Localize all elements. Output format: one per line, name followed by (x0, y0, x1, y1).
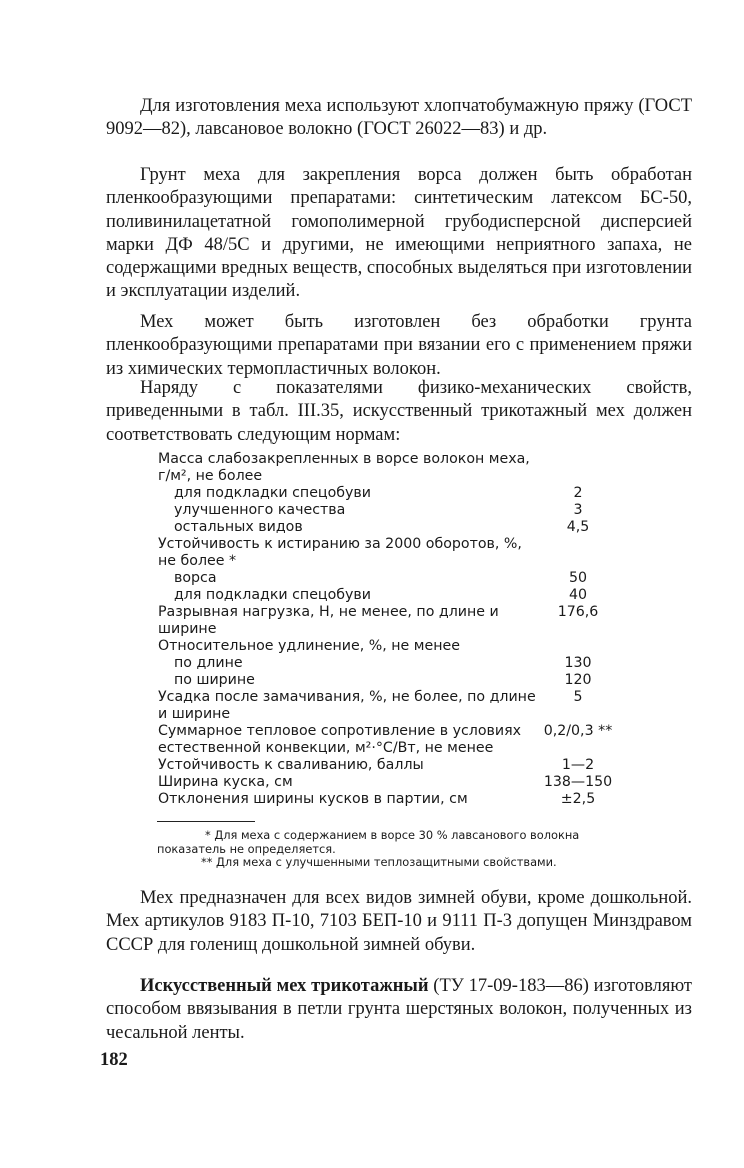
spec-label: Устойчивость к истиранию за 2000 оборотов, %, не более * (158, 536, 522, 569)
paragraph-purpose: Мех предназначен для всех видов зимней обуви, кроме дошкольной. Мех артикулов 9183 П-10, 7103 БЕП-10 и 9111 П-3 допущен Минздравом СССР для голенищ дошкольной зимней обуви. (106, 888, 692, 955)
spec-row (158, 723, 640, 757)
spec-label: Устойчивость к сваливанию, баллы (158, 757, 424, 773)
spec-row (158, 655, 640, 672)
spec-value: 5 (573, 689, 583, 705)
spec-label: Суммарное тепловое сопротивление в условиях естественной конвекции, м²·°С/Вт, не менее (158, 723, 522, 756)
spec-label: Относительное удлинение, %, не менее (158, 638, 460, 654)
spec-value: ±2,5 (560, 791, 596, 807)
footnote-divider (157, 821, 255, 822)
spec-label: для подкладки спецобуви (174, 485, 371, 501)
spec-row (158, 604, 640, 638)
paragraph-norms-intro: Наряду с показателями физико-механических свойств, приведенными в табл. III.35, искусственный трикотажный мех должен соответствовать следующим нормам: (106, 378, 692, 445)
page-number: 182 (100, 1050, 128, 1070)
spec-value: 130 (564, 655, 592, 671)
spec-label: для подкладки спецобуви (174, 587, 371, 603)
spec-value: 0,2/0,3 ** (543, 723, 613, 739)
paragraph-ground-treatment: Грунт меха для закрепления ворса должен быть обработан пленкообразующими препаратами: синтетическим латексом БС-50, поливинилацетатной гомополимерной грубодисперсной дисперсией марки ДФ 48/5С и другими, не имеющими неприятного запаха, не содержащими вредных веществ, способных выделяться при изготовлении и эксплуатации изделий. (106, 165, 692, 302)
spec-label: Ширина куска, см (158, 774, 293, 790)
spec-row (158, 638, 640, 655)
spec-value: 176,6 (557, 604, 599, 620)
spec-value: 120 (564, 672, 592, 688)
spec-label: Отклонения ширины кусков в партии, см (158, 791, 468, 807)
term-knitted-fur: Искусственный мех трикотажный (140, 976, 429, 996)
spec-label: остальных видов (174, 519, 303, 535)
spec-row (158, 502, 640, 519)
spec-list (158, 451, 640, 808)
spec-row (158, 519, 640, 536)
spec-label: по ширине (174, 672, 255, 688)
spec-row (158, 689, 640, 723)
spec-value: 1—2 (561, 757, 595, 773)
spec-label: Усадка после замачивания, %, не более, по длине и ширине (158, 689, 536, 722)
footnotes (157, 829, 639, 870)
footnote-2: ** Для меха с улучшенными теплозащитными свойствами. (201, 855, 557, 870)
spec-label: улучшенного качества (174, 502, 346, 518)
spec-value: 2 (573, 485, 583, 501)
spec-label: Разрывная нагрузка, Н, не менее, по длине и ширине (158, 604, 499, 637)
spec-row (158, 536, 640, 570)
spec-row (158, 451, 640, 485)
spec-row (158, 587, 640, 604)
spec-value: 40 (568, 587, 588, 603)
paragraph-knitted-fur-text: (ТУ 17-09-183—86) изготовляют способом ввязывания в петли грунта шерстяных волокон, полученных из чесальной ленты. (106, 976, 692, 1043)
spec-row (158, 672, 640, 689)
spec-row (158, 485, 640, 502)
spec-value: 138—150 (543, 774, 613, 790)
spec-label: по длине (174, 655, 243, 671)
spec-value: 4,5 (566, 519, 590, 535)
spec-label: ворса (174, 570, 217, 586)
paragraph-knitted-fur (106, 975, 692, 1045)
spec-value: 3 (573, 502, 583, 518)
spec-row (158, 570, 640, 587)
paragraph-without-treatment: Мех может быть изготовлен без обработки грунта пленкообразующими препаратами при вязании его с применением пряжи из химических термопластичных волокон. (106, 312, 692, 379)
spec-row (158, 774, 640, 791)
spec-label: Масса слабозакрепленных в ворсе волокон меха, г/м², не более (158, 451, 530, 484)
spec-row (158, 757, 640, 774)
spec-value: 50 (568, 570, 588, 586)
paragraph-materials: Для изготовления меха используют хлопчатобумажную пряжу (ГОСТ 9092—82), лавсановое волокно (ГОСТ 26022—83) и др. (106, 96, 692, 140)
spec-row (158, 791, 640, 808)
footnote-1: * Для меха с содержанием в ворсе 30 % лавсанового волокна показатель не определяется. (157, 828, 580, 856)
